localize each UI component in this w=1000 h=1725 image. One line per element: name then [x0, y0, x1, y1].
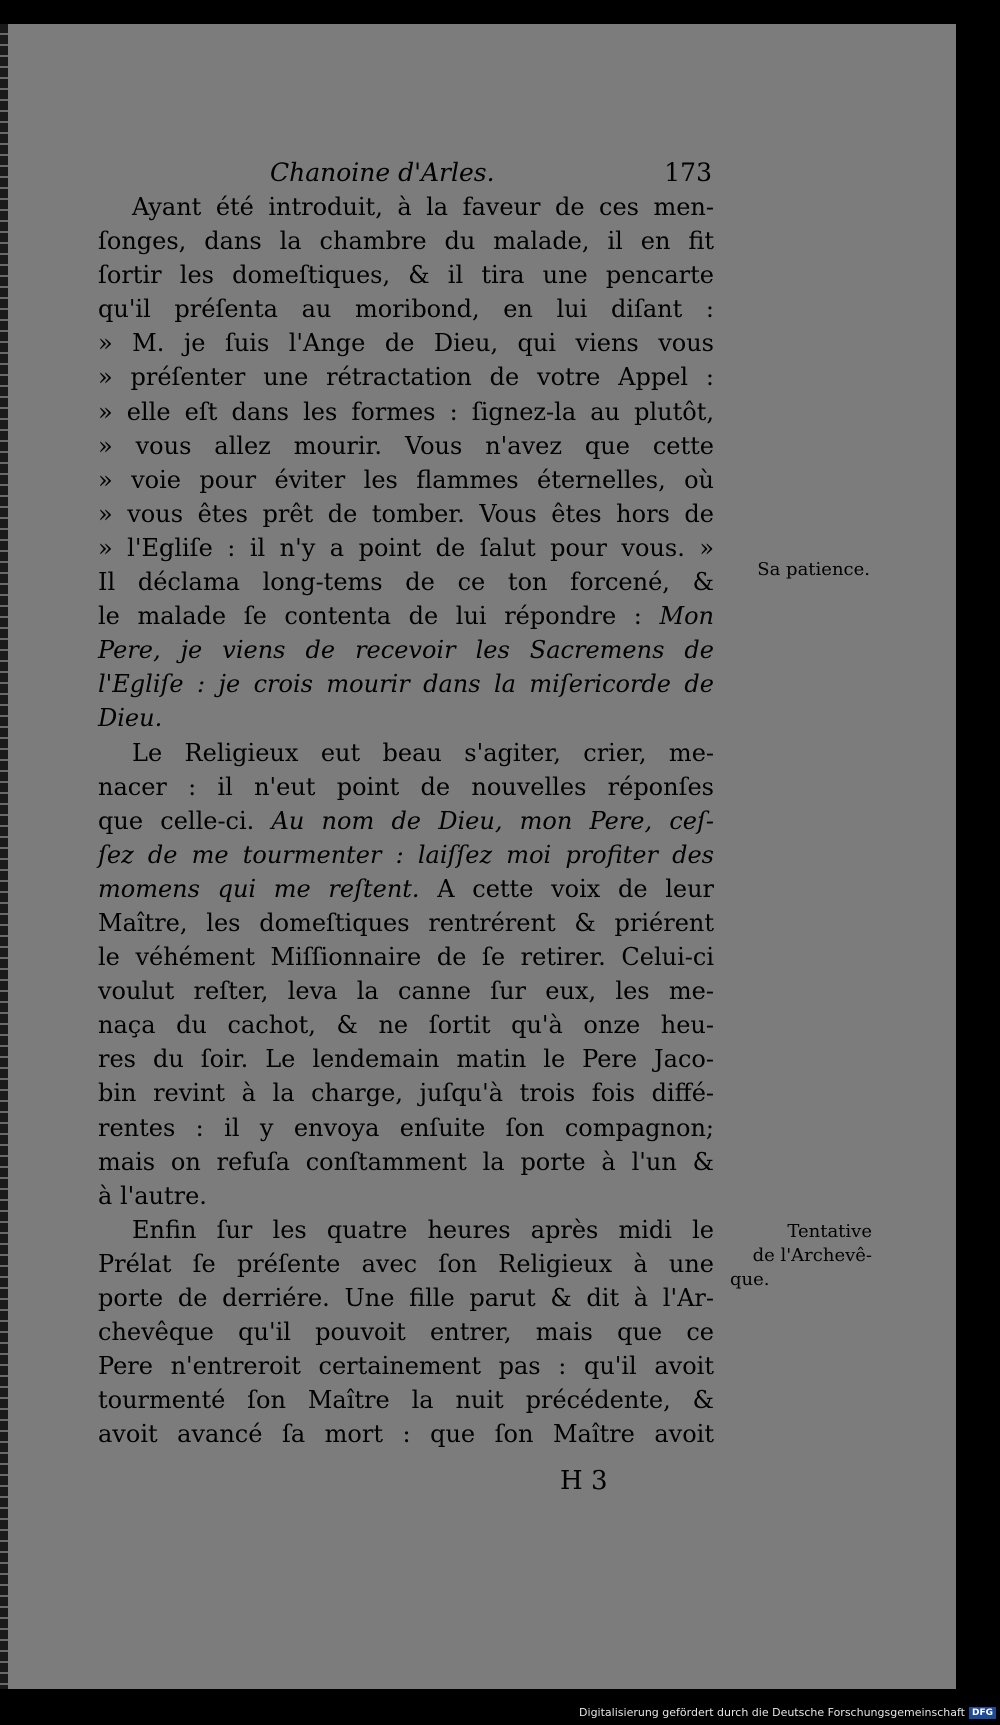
running-title: Chanoine d'Arles. — [270, 158, 495, 187]
text-line: porte de derriére. Une fille parut & dit à l'Ar- — [98, 1284, 714, 1312]
text-line: Pere n'entreroit certainement pas : qu'il avoit — [98, 1352, 714, 1381]
text-line: » M. je ſuis l'Ange de Dieu, qui viens vous — [98, 329, 714, 358]
text-span: A cette voix de leur — [437, 874, 715, 903]
italic-span: momens qui me reſtent. — [98, 874, 420, 903]
footer-credit-text: Digitalisierung gefördert durch die Deutsche Forschungsgemeinschaft — [579, 1706, 965, 1719]
text-line: » vous allez mourir. Vous n'avez que cette — [98, 431, 714, 460]
text-line: voulut reſter, leva la canne ſur eux, les me- — [98, 977, 714, 1006]
text-line: ſonges, dans la chambre du malade, il en fit — [98, 227, 714, 256]
text-line: le véhément Miſſionnaire de ſe retirer. Celui-ci — [98, 943, 714, 972]
running-head — [270, 158, 712, 194]
scan-edge — [0, 24, 8, 1689]
text-line: Pere, je viens de recevoir les Sacremens de — [98, 636, 714, 665]
text-line: Maître, les domeſtiques rentrérent & priérent — [98, 908, 714, 937]
page-number: 173 — [664, 158, 712, 187]
footer-credit — [579, 1706, 996, 1719]
dfg-logo-icon: DFG — [969, 1707, 996, 1719]
text-line: Prélat ſe préſente avec ſon Religieux à une — [98, 1249, 714, 1278]
text-line: bin revint à la charge, juſqu'à trois fois diffé- — [98, 1079, 714, 1108]
text-line: mais on refuſa conſtamment la porte à l'un & — [98, 1147, 714, 1176]
text-line: Il déclama long-tems de ce ton forcené, & — [98, 568, 714, 597]
text-line: à l'autre. — [98, 1181, 207, 1210]
text-line: l'Egliſe : je crois mourir dans la miſericorde de — [98, 670, 714, 699]
text-line: avoit avancé ſa mort : que ſon Maître avoit — [98, 1420, 714, 1449]
italic-span: Mon — [659, 602, 714, 631]
text-line: » préſenter une rétractation de votre Appel : — [98, 363, 714, 392]
text-line: qu'il préſenta au moribond, en lui diſant : — [98, 295, 714, 324]
text-line: naça du cachot, & ne ſortit qu'à onze heu- — [98, 1011, 714, 1040]
text-line: ſez de me tourmenter : laiſſez moi profiter des — [98, 840, 714, 869]
text-line: chevêque qu'il pouvoit entrer, mais que ce — [98, 1318, 714, 1347]
text-line — [98, 804, 714, 838]
margin-note-line: Tentative — [787, 1221, 872, 1242]
text-line: rentes : il y envoya enſuite ſon compagnon; — [98, 1113, 714, 1142]
text-line: tourmenté ſon Maître la nuit précédente, & — [98, 1386, 714, 1415]
text-line — [98, 599, 714, 633]
text-line: Ayant été introduit, à la faveur de ces men- — [132, 193, 714, 221]
italic-span: Au nom de Dieu, mon Pere, ceſ- — [271, 806, 714, 835]
margin-note-text: Sa patience. — [757, 559, 870, 580]
text-line: nacer : il n'eut point de nouvelles réponſes — [98, 772, 714, 801]
text-line: Enfin ſur les quatre heures après midi le — [132, 1215, 714, 1244]
text-line: Dieu. — [98, 704, 163, 733]
text-line: » voie pour éviter les flammes éternelles, où — [98, 465, 714, 494]
text-line: ſortir les domeſtiques, & il tira une pencarte — [98, 261, 714, 290]
margin-note-line: que. — [730, 1269, 770, 1290]
text-line: res du ſoir. Le lendemain matin le Pere Jaco- — [98, 1045, 714, 1074]
text-line: » elle eſt dans les formes : ſignez-la au plutôt, — [98, 397, 714, 426]
margin-note-tentative — [720, 1220, 872, 1292]
margin-note-line: de l'Archevê- — [752, 1245, 872, 1266]
text-span: que celle-ci. — [98, 806, 255, 835]
body-text — [98, 190, 714, 1451]
text-line: Le Religieux eut beau s'agiter, crier, me- — [132, 738, 714, 767]
signature-mark: H 3 — [560, 1466, 608, 1496]
text-line: » vous êtes prêt de tomber. Vous êtes hors de — [98, 499, 714, 528]
margin-note-patience — [730, 558, 870, 582]
text-span: le malade ſe contenta de lui répondre : — [98, 602, 642, 631]
text-line: » l'Egliſe : il n'y a point de ſalut pour vous. » — [98, 533, 714, 562]
text-line — [98, 872, 714, 906]
